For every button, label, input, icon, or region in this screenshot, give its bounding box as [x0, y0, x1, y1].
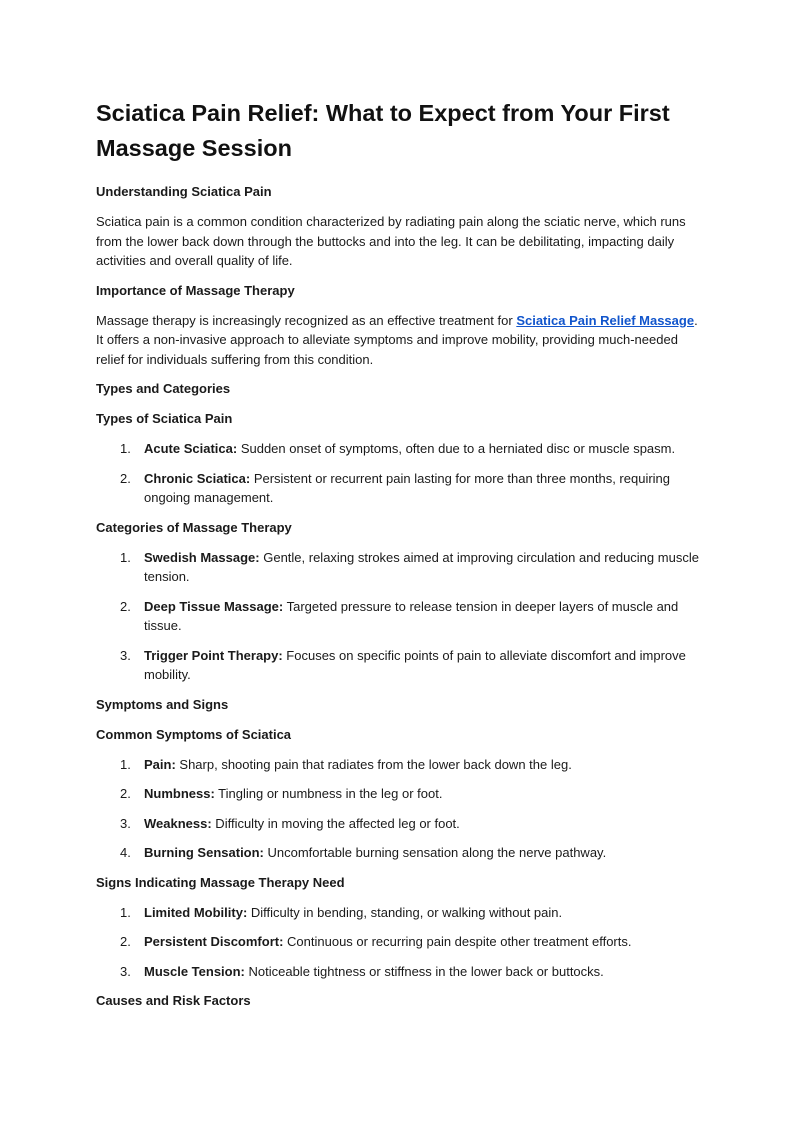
list-item — [96, 932, 706, 952]
signs-list — [96, 903, 706, 982]
types-list — [96, 439, 706, 508]
section-heading-types-categories: Types and Categories — [96, 381, 231, 396]
list-number: 2. — [120, 786, 131, 801]
list-number: 3. — [120, 647, 131, 663]
list-number: 4. — [120, 845, 131, 860]
list-item-text: Uncomfortable burning sensation along the nerve pathway. — [263, 845, 607, 860]
section-heading-understanding: Understanding Sciatica Pain — [96, 184, 272, 199]
section-heading-importance: Importance of Massage Therapy — [96, 282, 295, 298]
list-item-text: Noticeable tightness or stiffness in the lower back or buttocks. — [244, 963, 604, 979]
list-item-label: Muscle Tension: — [144, 963, 245, 979]
list-item-label: Acute Sciatica: — [144, 441, 238, 456]
list-item-label: Limited Mobility: — [144, 904, 248, 920]
list-item — [96, 439, 706, 459]
list-number: 1. — [120, 904, 131, 920]
list-item-text: Focuses on specific points of pain to alleviate discomfort and improve mobility. — [144, 647, 686, 682]
list-number: 1. — [120, 756, 131, 772]
categories-list — [96, 548, 706, 685]
list-item — [96, 903, 706, 923]
list-item-text: Sudden onset of symptoms, often due to a herniated disc or muscle spasm. — [237, 441, 676, 456]
list-item-text: Persistent or recurrent pain lasting for more than three months, requiring ongoing management. — [144, 470, 671, 505]
list-item-text: Difficulty in moving the affected leg or foot. — [211, 815, 460, 831]
list-item-text: Difficulty in bending, standing, or walking without pain. — [247, 904, 563, 920]
list-item-label: Persistent Discomfort: — [144, 934, 284, 949]
list-item-label: Numbness: — [144, 786, 215, 801]
list-number: 3. — [120, 815, 131, 831]
list-item — [96, 755, 706, 775]
list-item-text: Tingling or numbness in the leg or foot. — [214, 786, 443, 801]
list-item-text: Sharp, shooting pain that radiates from the lower back down the leg. — [175, 756, 572, 772]
list-item — [96, 469, 706, 508]
paragraph-importance — [96, 311, 706, 370]
list-item-label: Trigger Point Therapy: — [144, 647, 283, 663]
list-number: 3. — [120, 963, 131, 979]
subheading-types-of-sciatica: Types of Sciatica Pain — [96, 411, 233, 426]
list-item — [96, 962, 706, 982]
list-number: 2. — [120, 934, 131, 949]
list-item-label: Deep Tissue Massage: — [144, 598, 284, 614]
section-heading-symptoms-signs: Symptoms and Signs — [96, 696, 229, 712]
page-title: Sciatica Pain Relief: What to Expect from Your First Massage Session — [96, 100, 670, 161]
list-item — [96, 597, 706, 636]
list-item-text: Targeted pressure to release tension in deeper layers of muscle and tissue. — [144, 598, 679, 633]
paragraph-understanding: Sciatica pain is a common condition characterized by radiating pain along the sciatic nerve, which runs from the lower back down through the buttocks and into the leg. It can be debilitating, impacting daily activities and overall quality of life. — [96, 214, 686, 268]
subheading-categories-of-massage: Categories of Massage Therapy — [96, 519, 292, 535]
list-item — [96, 814, 706, 834]
text-segment: Massage therapy is increasingly recognized as an effective treatment for — [96, 312, 517, 328]
list-item-text: Continuous or recurring pain despite other treatment efforts. — [283, 934, 632, 949]
list-number: 2. — [120, 470, 131, 486]
list-item-text: Gentle, relaxing strokes aimed at improving circulation and reducing muscle tension. — [144, 549, 699, 584]
list-number: 2. — [120, 598, 131, 614]
symptoms-list — [96, 755, 706, 863]
section-heading-causes-risk: Causes and Risk Factors — [96, 993, 251, 1008]
list-item-label: Swedish Massage: — [144, 549, 260, 565]
list-item — [96, 646, 706, 685]
sciatica-massage-link[interactable]: Sciatica Pain Relief Massage — [516, 312, 695, 328]
list-item — [96, 843, 706, 863]
list-item-label: Chronic Sciatica: — [144, 470, 251, 486]
list-item-label: Burning Sensation: — [144, 845, 264, 860]
list-item-label: Pain: — [144, 756, 176, 772]
subheading-signs-indicating: Signs Indicating Massage Therapy Need — [96, 874, 345, 890]
text-segment: . It offers a non-invasive approach to alleviate symptoms and improve mobility, providing much-needed relief for individuals suffering from this condition. — [96, 312, 698, 367]
list-item — [96, 784, 706, 804]
list-number: 1. — [120, 441, 131, 456]
list-item-label: Weakness: — [144, 815, 212, 831]
list-number: 1. — [120, 549, 131, 565]
list-item — [96, 548, 706, 587]
document-page — [96, 96, 706, 1021]
subheading-common-symptoms: Common Symptoms of Sciatica — [96, 726, 292, 742]
